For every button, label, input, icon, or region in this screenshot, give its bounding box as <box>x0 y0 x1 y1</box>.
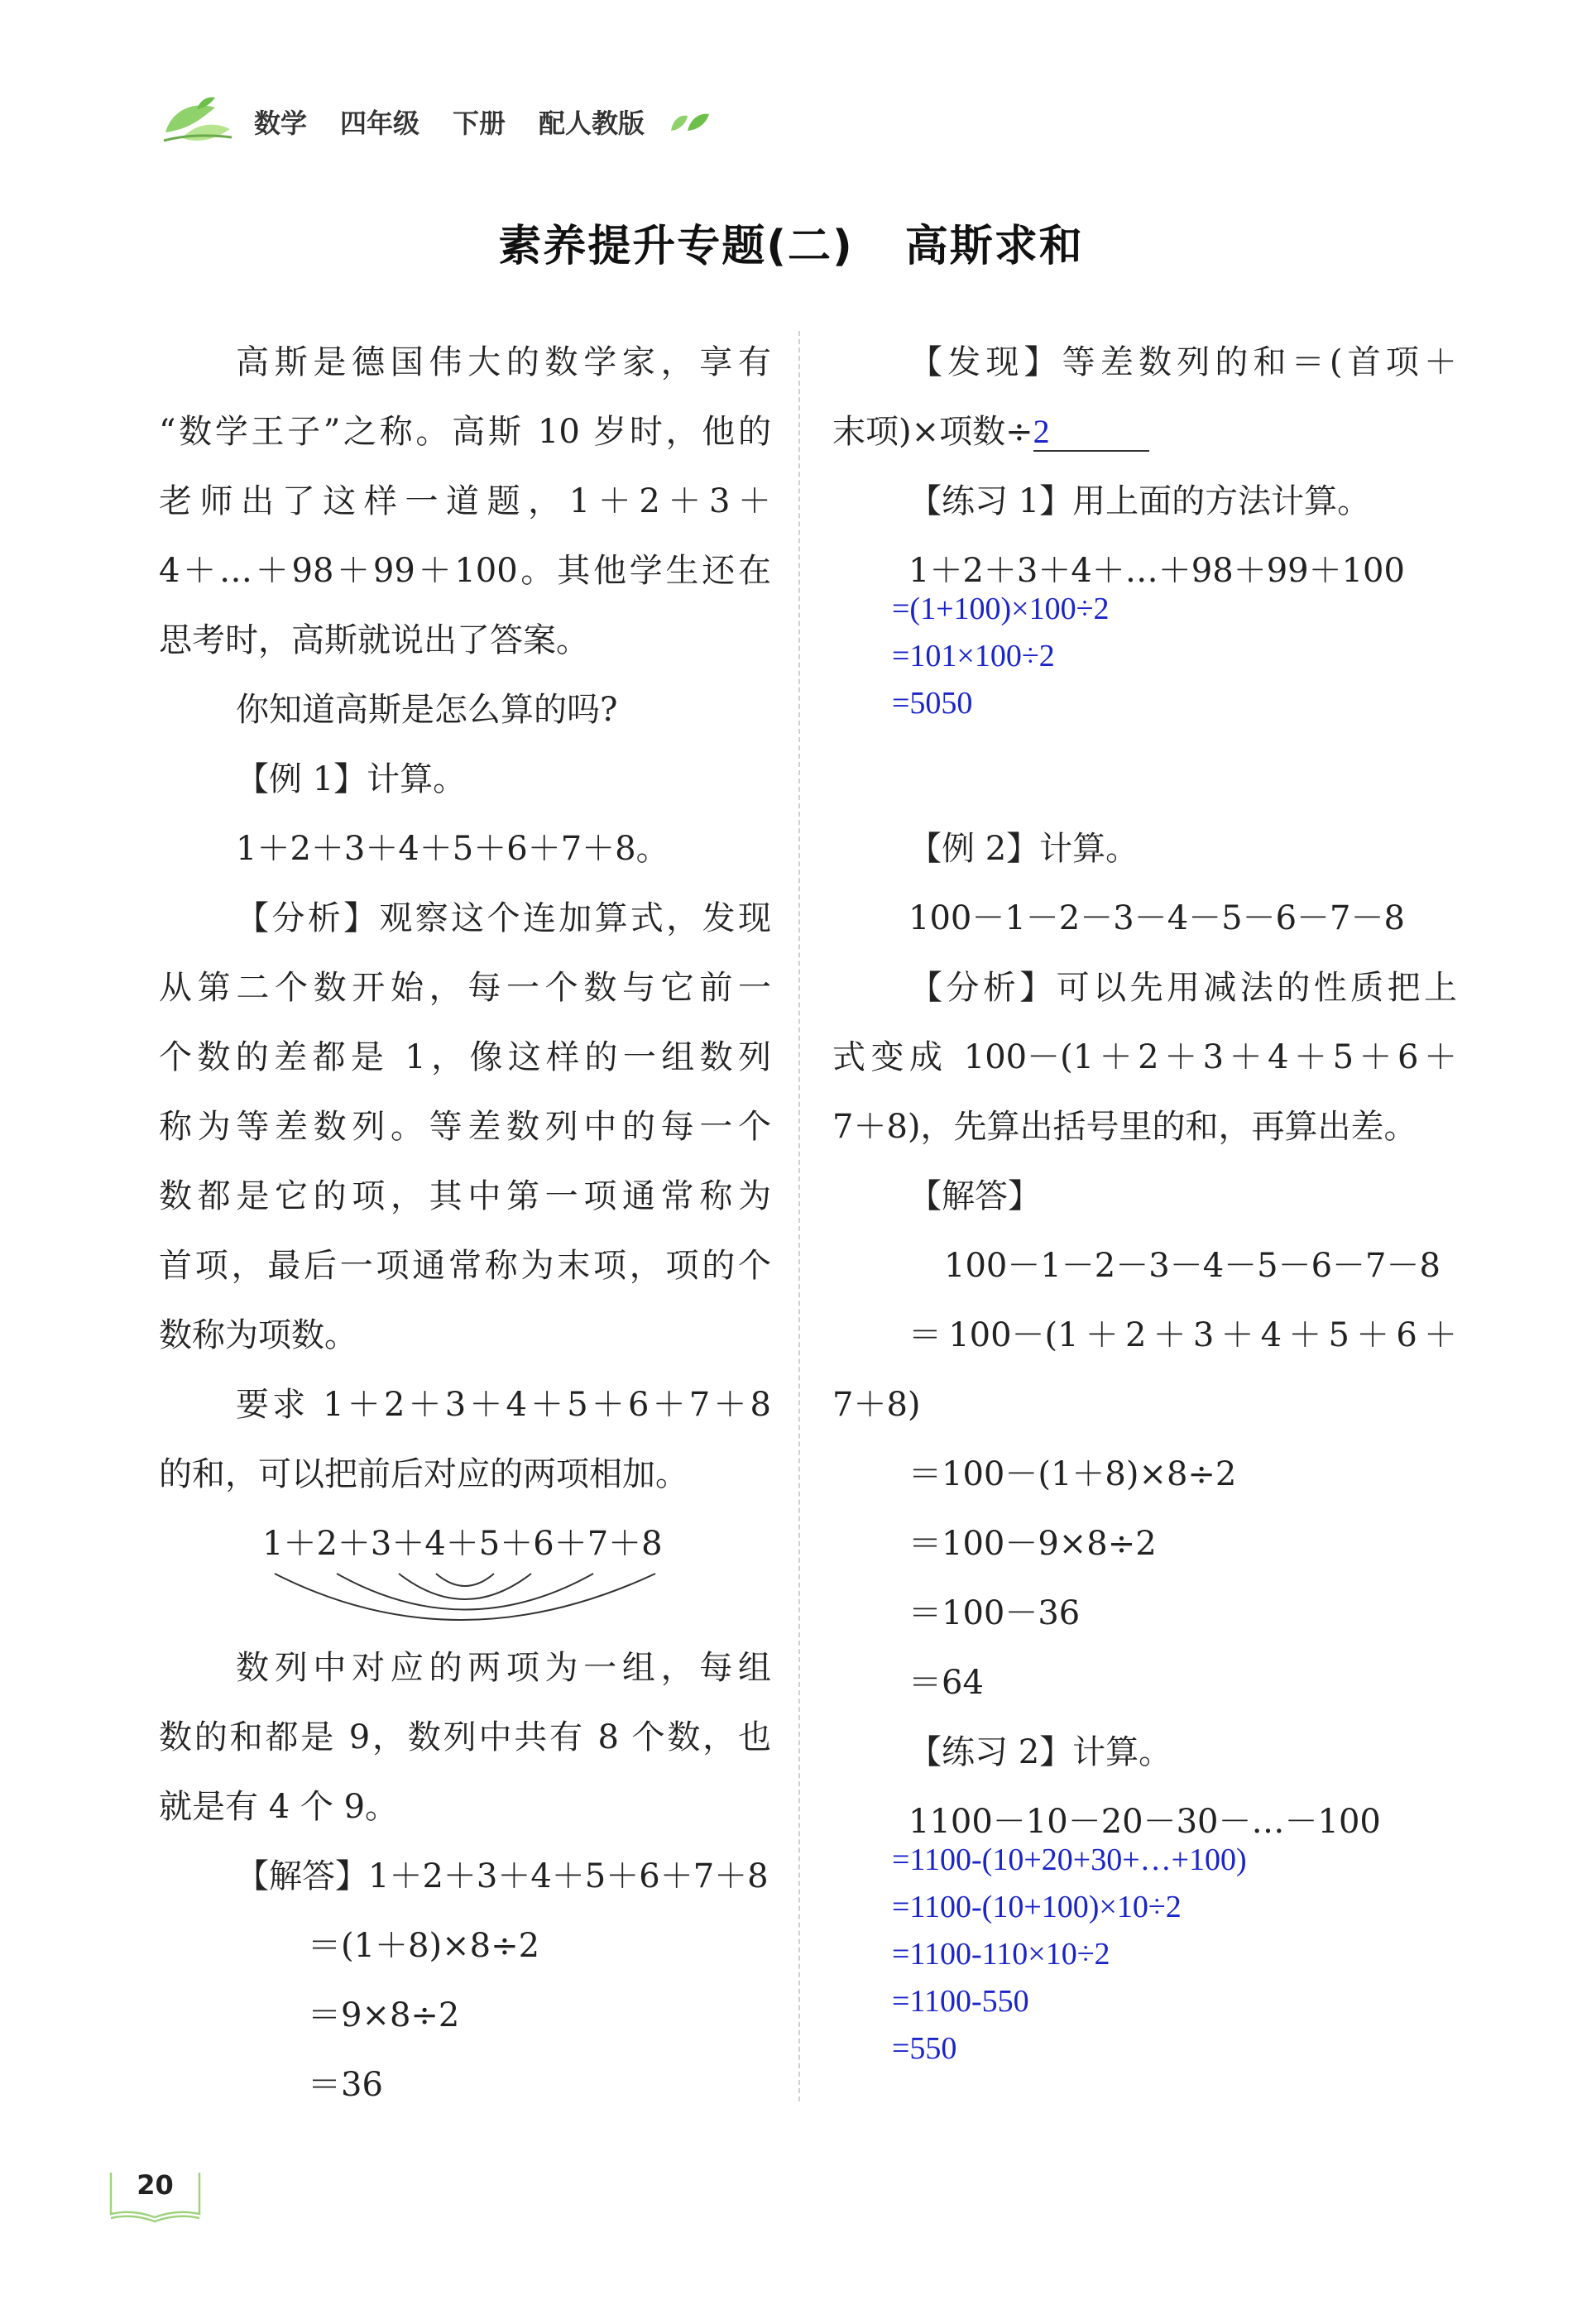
analysis-line: 数称为项数。 <box>159 1316 357 1354</box>
intro-line: 老师出了这样一道题，1＋2＋3＋ <box>159 482 771 520</box>
page-number: 20 <box>137 2169 174 2201</box>
page-title <box>0 211 1582 273</box>
arc-4-5 <box>436 1574 494 1586</box>
intro-line: 高斯是德国伟大的数学家，享有 <box>236 343 771 381</box>
example1-label: 【例 1】计算。 <box>236 760 467 798</box>
right-column <box>832 328 1457 2072</box>
intro-line: 4＋…＋98＋99＋100。其他学生还在 <box>159 552 771 590</box>
require-line: 的和，可以把前后对应的两项相加。 <box>159 1455 688 1493</box>
practice1-handwritten-answer <box>832 586 1457 814</box>
discovery-text: 末项)×项数÷ <box>832 413 1033 451</box>
discovery-line: 【发现】等差数列的和＝(首项＋ <box>909 343 1457 381</box>
analysis-line: 首项，最后一项通常称为末项，项的个 <box>159 1247 771 1285</box>
header-volume: 下册 <box>453 108 506 139</box>
analysis-line: 【分析】观察这个连加算式，发现 <box>236 899 771 937</box>
analysis-line: 称为等差数列。等差数列中的每一个 <box>159 1108 771 1146</box>
solution-label: 【解答】 <box>236 1857 368 1895</box>
title-sub: 高斯求和 <box>904 222 1084 271</box>
solution2-line: ＝64 <box>908 1664 984 1702</box>
solution2-line: ＝100－(1＋2＋3＋4＋5＋6＋ <box>908 1316 1457 1354</box>
header-grade: 四年级 <box>340 108 420 139</box>
answer-line: =5050 <box>892 686 973 721</box>
solution2-line: ＝100－36 <box>908 1594 1081 1632</box>
practice2-handwritten-answer <box>832 1837 1457 2072</box>
practice2-expression: 1100－10－20－30－…－100 <box>908 1803 1381 1841</box>
groups-line: 数列中对应的两项为一组，每组 <box>236 1649 771 1687</box>
analysis-line: 个数的差都是 1，像这样的一组数列 <box>159 1038 771 1076</box>
arc-2-7 <box>337 1574 593 1610</box>
example2-label: 【例 2】计算。 <box>908 830 1139 868</box>
answer-line: =1100-(10+20+30+…+100) <box>892 1842 1247 1877</box>
practice1-label: 【练习 1】用上面的方法计算。 <box>908 482 1371 520</box>
solution-first-line <box>159 1842 771 1911</box>
solution-step: ＝9×8÷2 <box>308 1996 460 2034</box>
practice2-label: 【练习 2】计算。 <box>908 1733 1172 1771</box>
column-divider <box>798 331 800 2101</box>
groups-line: 数的和都是 9，数列中共有 8 个数，也 <box>159 1718 771 1756</box>
solution2-line: 100－1－2－3－4－5－6－7－8 <box>944 1247 1441 1285</box>
answer-line: =550 <box>892 2031 957 2066</box>
intro-line: 思考时，高斯就说出了答案。 <box>159 621 589 659</box>
intro-line: “数学王子”之称。高斯 10 岁时，他的 <box>159 413 771 451</box>
leaves-icon <box>668 108 711 136</box>
analysis-line: 从第二个数开始，每一个数与它前一 <box>159 969 771 1007</box>
solution-step: ＝(1＋8)×8÷2 <box>308 1927 540 1965</box>
analysis2-line: 7＋8)，先算出括号里的和，再算出差。 <box>832 1108 1417 1146</box>
solution2-line: ＝100－9×8÷2 <box>908 1525 1157 1563</box>
answer-line: =1100-110×10÷2 <box>892 1937 1110 1972</box>
leaf-logo-icon <box>157 93 236 151</box>
pairing-expression: 1＋2＋3＋4＋5＋6＋7＋8 <box>262 1525 663 1563</box>
answer-line: =(1+100)×100÷2 <box>892 592 1110 626</box>
discovery-answer-blank: 2 <box>1033 414 1149 452</box>
analysis2-line: 【分析】可以先用减法的性质把上 <box>909 969 1457 1007</box>
require-line: 要求 1＋2＋3＋4＋5＋6＋7＋8 <box>236 1386 771 1424</box>
example2-expression: 100－1－2－3－4－5－6－7－8 <box>908 899 1405 937</box>
solution2-label: 【解答】 <box>908 1177 1041 1215</box>
solution2-line: 7＋8) <box>832 1386 921 1424</box>
solution-expression: 1＋2＋3＋4＋5＋6＋7＋8 <box>368 1857 769 1895</box>
title-main: 素养提升专题(二) <box>498 222 854 271</box>
page-header <box>157 93 711 151</box>
pairing-figure <box>159 1509 771 1633</box>
pairing-arcs <box>159 1559 771 1633</box>
solution2-line: ＝100－(1＋8)×8÷2 <box>908 1455 1237 1493</box>
example1-expression: 1＋2＋3＋4＋5＋6＋7＋8。 <box>236 830 669 868</box>
page-footer <box>108 2166 203 2224</box>
analysis-line: 数都是它的项，其中第一项通常称为 <box>159 1177 771 1215</box>
answer-line: =1100-550 <box>892 1984 1029 2019</box>
header-subject: 数学 <box>254 108 308 139</box>
header-edition: 配人教版 <box>539 108 645 139</box>
practice1-expression: 1＋2＋3＋4＋…＋98＋99＋100 <box>908 552 1405 590</box>
answer-line: =101×100÷2 <box>892 639 1055 673</box>
left-column <box>159 328 771 2120</box>
solution-step: ＝36 <box>308 2066 383 2104</box>
question-text: 你知道高斯是怎么算的吗? <box>236 691 618 729</box>
arc-1-8 <box>275 1574 655 1620</box>
discovery-line <box>832 397 1457 467</box>
analysis2-line: 式变成 100－(1＋2＋3＋4＋5＋6＋ <box>832 1038 1457 1076</box>
groups-line: 就是有 4 个 9。 <box>159 1788 399 1826</box>
answer-line: =1100-(10+100)×10÷2 <box>892 1890 1182 1924</box>
